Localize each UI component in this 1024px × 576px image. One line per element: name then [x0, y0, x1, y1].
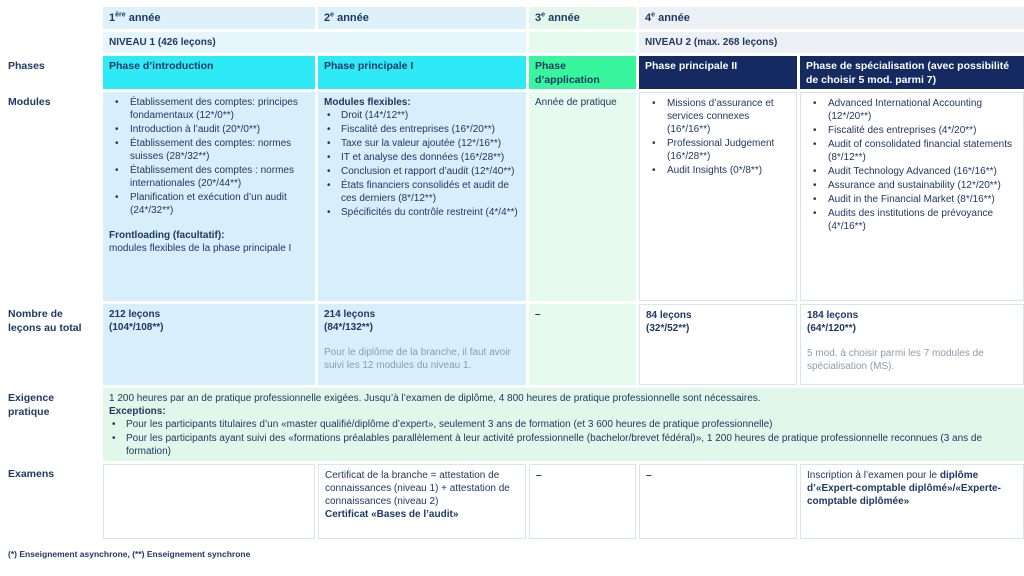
year1-label: 1ère année — [109, 11, 161, 24]
modules-spec-cell — [800, 92, 1024, 301]
examens-year1-cell — [103, 464, 315, 539]
lecons-year1-cell — [103, 304, 315, 385]
lecons-total: 212 leçons — [109, 309, 161, 320]
lecons-year2-cell — [318, 304, 526, 385]
frontloading-title: Frontloading (facultatif): — [109, 230, 225, 241]
lecons-total: 84 leçons — [646, 310, 692, 321]
examens-year2-text: Certificat de la branche = attestation de connaissances (niveau 1) + attestation de connaissances (niveau 2) — [325, 470, 510, 507]
module-item: • Établissement des comptes: principes fondamentaux (12*/0**) — [109, 96, 309, 122]
year2-header — [318, 7, 526, 29]
phase-introduction-cell: Phase d’introduction — [103, 56, 315, 89]
year4-label: 4e année — [645, 11, 690, 24]
exigence-item: • Pour les participants titulaires d’un «master qualifié/diplôme d’expert», seulement 3 ans de formation (et 3 600 heures de pratique professionnelle) — [109, 418, 1018, 431]
module-item: • Audit of consolidated financial statements (8*/12**) — [807, 138, 1017, 164]
module-item: • Établissement des comptes: normes suisses (28*/32**) — [109, 137, 309, 163]
module-item: • Taxe sur la valeur ajoutée (12*/16**) — [324, 137, 520, 150]
phase-application-cell: Phase d’application — [529, 56, 636, 89]
frontloading-block — [109, 229, 309, 255]
lecons-row-label: Nombre de leçons au total — [0, 304, 100, 385]
modules-year2-list — [324, 109, 520, 219]
examens-spec-prefix: Inscription à l’examen pour le — [807, 470, 940, 481]
curriculum-table — [0, 7, 1024, 539]
lecons-note: 5 mod. à choisir parmi les 7 modules de spécialisation (MS). — [807, 348, 984, 372]
module-item: • Fiscalité des entreprises (4*/20**) — [807, 124, 1017, 137]
year1-header — [103, 7, 315, 29]
examens-spec-cell — [800, 464, 1024, 539]
niveau-row-empty-label — [0, 32, 100, 53]
module-item: • Spécificités du contrôle restreint (4*/4**) — [324, 206, 520, 219]
examens-row-label: Examens — [0, 464, 100, 539]
module-item: • Audit in the Financial Market (8*/16**) — [807, 193, 1017, 206]
module-item: • Advanced International Accounting (12*/20**) — [807, 97, 1017, 123]
exigence-cell — [103, 388, 1024, 461]
exigence-row-label: Exigence pratique — [0, 388, 100, 461]
examens-year2-certificat: Certificat «Bases de l’audit» — [325, 509, 459, 520]
module-item: • Missions d’assurance et services connexes (16*/16**) — [646, 97, 790, 136]
lecons-spec-cell — [800, 304, 1024, 385]
examens-year2-cell — [318, 464, 526, 539]
year4-header — [639, 7, 1024, 29]
year3-label: 3e année — [535, 11, 580, 24]
module-item: • Droit (14*/12**) — [324, 109, 520, 122]
module-item: • Assurance and sustainability (12*/20**) — [807, 179, 1017, 192]
lecons-year3-cell: – — [529, 304, 636, 385]
phase-specialisation-cell: Phase de spécialisation (avec possibilité de choisir 5 mod. parmi 7) — [800, 56, 1024, 89]
exigence-list — [109, 418, 1018, 458]
legend-footnote: (*) Enseignement asynchrone, (**) Enseignement synchrone — [8, 549, 251, 559]
lecons-total: 184 leçons — [807, 310, 859, 321]
examens-pp2-cell: – — [639, 464, 797, 539]
lecons-split: (32*/52**) — [646, 323, 690, 334]
exigence-exceptions-title: Exceptions: — [109, 406, 166, 417]
modules-row-label: Modules — [0, 92, 100, 301]
lecons-pp2-cell — [639, 304, 797, 385]
modules-pp2-cell — [639, 92, 797, 301]
modules-spec-list — [807, 97, 1017, 233]
modules-year1-cell — [103, 92, 315, 301]
module-item: • Conclusion et rapport d’audit (12*/40**) — [324, 165, 520, 178]
niveau1-cell: NIVEAU 1 (426 leçons) — [103, 32, 526, 53]
module-item: • Établissement des comptes : normes internationales (20*/44**) — [109, 164, 309, 190]
lecons-note: Pour le diplôme de la branche, il faut avoir suivi les 12 modules du niveau 1. — [324, 347, 511, 371]
module-item: • États financiers consolidés et audit de ces derniers (8*/12**) — [324, 179, 520, 205]
module-item: • Introduction à l’audit (20*/0**) — [109, 123, 309, 136]
exigence-item: • Pour les participants ayant suivi des «formations préalables parallèlement à leur activité professionnelle (bachelor/brevet fédéral)», 1 200 heures de pratique professionnelle reconnues (3 ans de formation) — [109, 432, 1018, 458]
modules-year3-cell: Année de pratique — [529, 92, 636, 301]
frontloading-text: modules flexibles de la phase principale I — [109, 243, 292, 254]
modules-pp2-list — [646, 97, 790, 177]
lecons-split: (84*/132**) — [324, 322, 373, 333]
phase-principale2-cell: Phase principale II — [639, 56, 797, 89]
exigence-line1: 1 200 heures par an de pratique professionnelle exigées. Jusqu’à l’examen de diplôme, 4 800 heures de pratique professionnelle sont nécessaires. — [109, 393, 761, 404]
module-item: • Audits des institutions de prévoyance (4*/16**) — [807, 207, 1017, 233]
examens-year3-cell: – — [529, 464, 636, 539]
module-item: • Audit Insights (0*/8**) — [646, 164, 790, 177]
year2-label: 2e année — [324, 11, 369, 24]
modules-year1-list — [109, 96, 309, 217]
modules-year2-cell — [318, 92, 526, 301]
lecons-split: (104*/108**) — [109, 322, 164, 333]
module-item: • Professional Judgement (16*/28**) — [646, 137, 790, 163]
phases-row-label: Phases — [0, 56, 100, 89]
phase-principale1-cell: Phase principale I — [318, 56, 526, 89]
year3-header — [529, 7, 636, 29]
lecons-total: 214 leçons — [324, 309, 376, 320]
niveau2-cell: NIVEAU 2 (max. 268 leçons) — [639, 32, 1024, 53]
module-item: • Planification et exécution d’un audit (24*/32**) — [109, 191, 309, 217]
modules-flexibles-title: Modules flexibles: — [324, 97, 411, 108]
niveau-year3-empty-cell — [529, 32, 636, 53]
corner-empty — [0, 7, 100, 29]
module-item: • Fiscalité des entreprises (16*/20**) — [324, 123, 520, 136]
lecons-split: (64*/120**) — [807, 323, 856, 334]
examens-spec-diplome: diplôme d’«Expert-comptable diplômé»/«Experte-comptable diplômée» — [807, 470, 1001, 507]
module-item: • Audit Technology Advanced (16*/16**) — [807, 165, 1017, 178]
module-item: • IT et analyse des données (16*/28**) — [324, 151, 520, 164]
